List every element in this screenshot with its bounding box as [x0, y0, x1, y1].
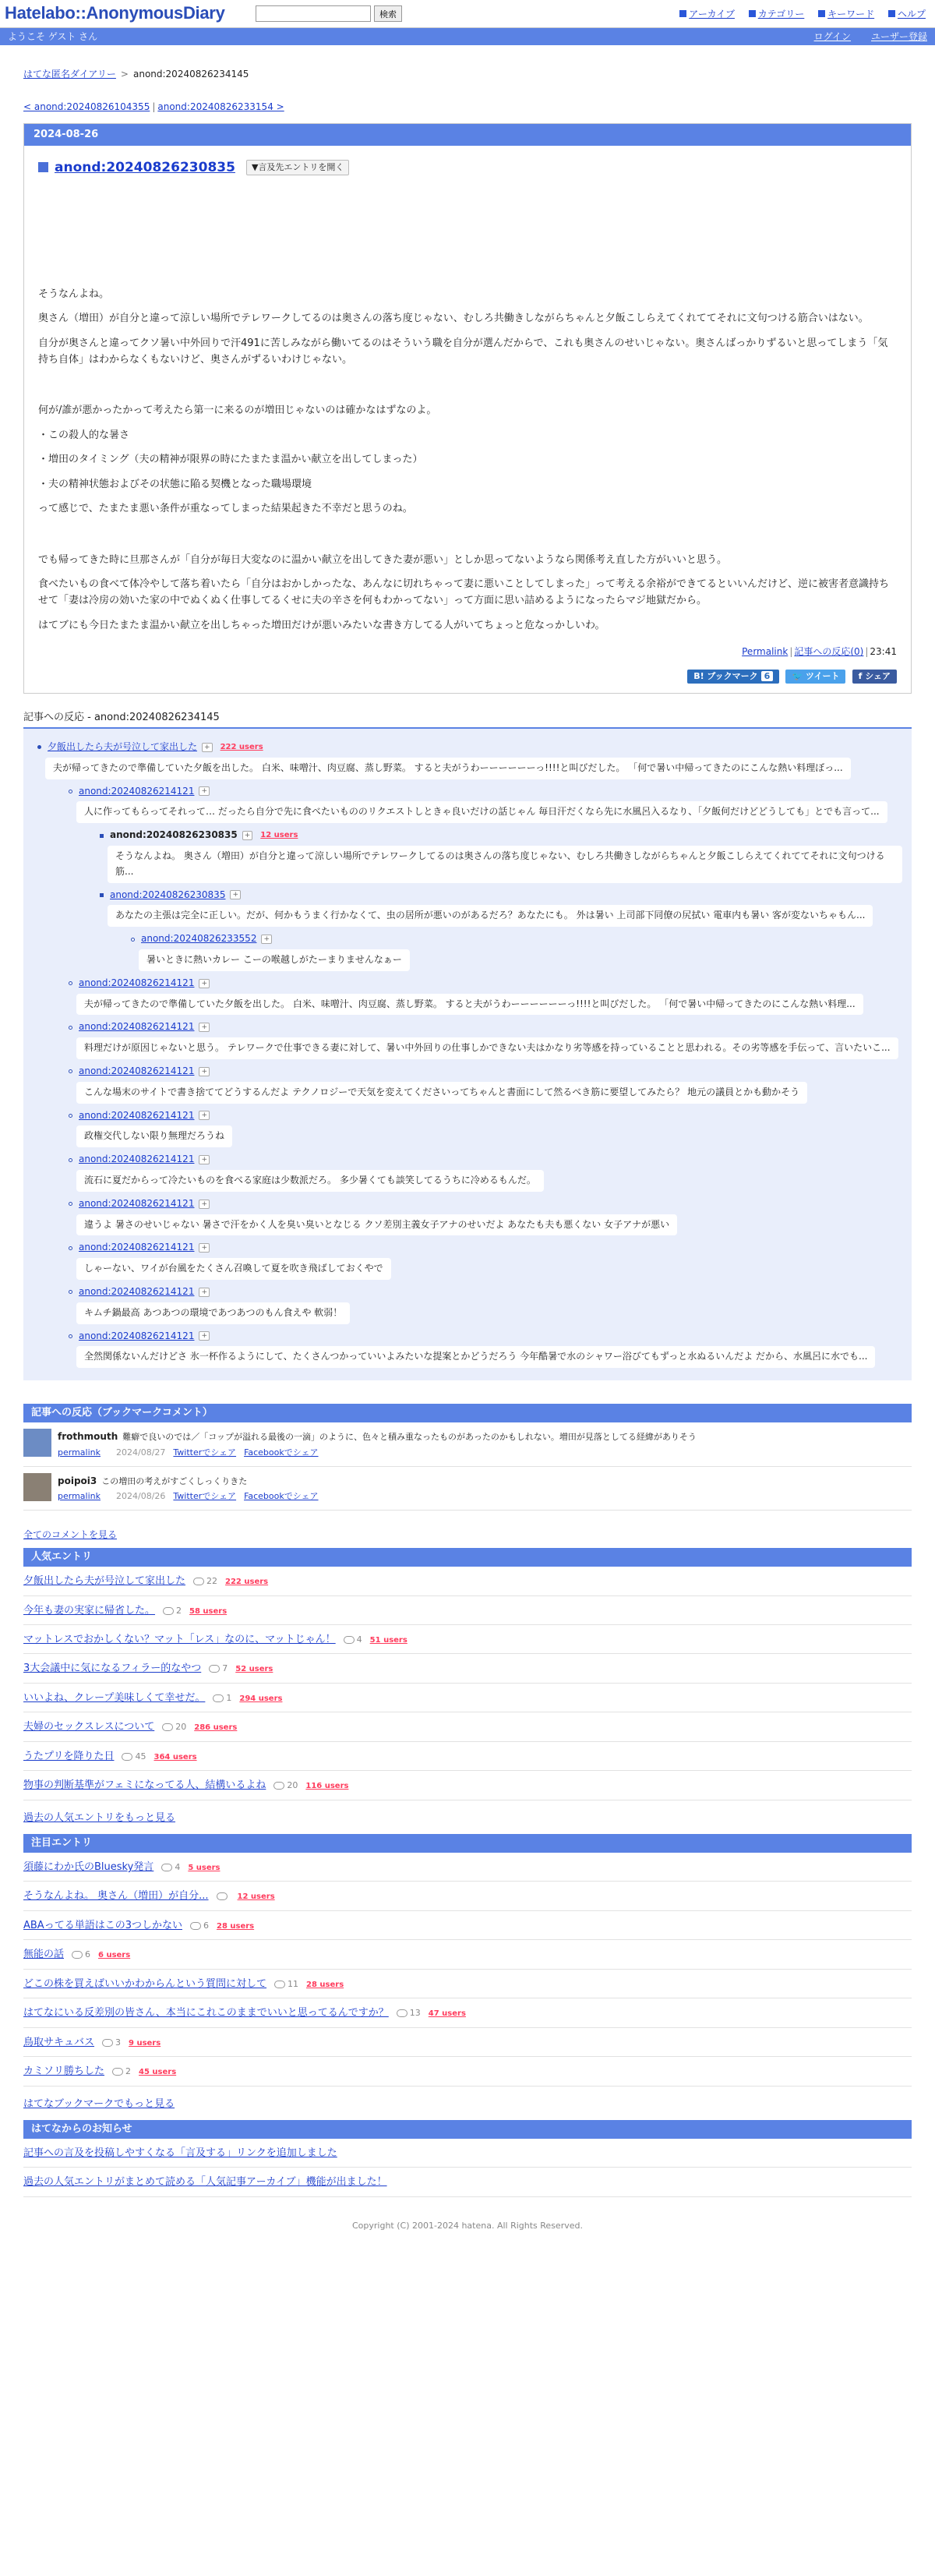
comment-count-value: 3: [115, 2037, 122, 2048]
reaction-title-link[interactable]: anond:20240826214121: [79, 1197, 195, 1209]
reaction-excerpt: こんな場末のサイトで書き捨ててどうするんだよ テクノロジーで天気を変えてくださいってちゃんと書面にして然るべき筋に要望してみたら？ 地元の議員とかも動かそう: [76, 1082, 807, 1104]
popular-entries-heading: 人気エントリ: [23, 1548, 912, 1567]
reaction-node-header: [37, 740, 902, 755]
bookmark-comment: [23, 1467, 912, 1511]
reaction-title-link[interactable]: anond:20240826214121: [79, 1065, 195, 1076]
reaction-title-link[interactable]: anond:20240826214121: [79, 1285, 195, 1297]
site-logo[interactable]: Hatelabo::AnonymousDiary: [5, 3, 225, 23]
entry-title-link[interactable]: 3大会議中に気になるフィラー的なやつ: [23, 1663, 202, 1675]
reaction-node: [100, 888, 902, 928]
reaction-title-link[interactable]: anond:20240826233552: [141, 933, 257, 945]
breadcrumb-current: anond:20240826234145: [132, 69, 249, 80]
entry-title-link[interactable]: どこの株を買えばいいかわからんという質問に対して: [23, 1977, 267, 1990]
reaction-title: anond:20240826230835: [110, 829, 238, 841]
entry-item: [23, 1882, 912, 1910]
reaction-node: [69, 1108, 902, 1148]
bullet-icon: [69, 1246, 72, 1250]
notice-item: [23, 2139, 912, 2168]
reaction-node: [100, 828, 902, 882]
entry-title-link[interactable]: ABAってる単語はこの3つしかない: [23, 1919, 182, 1931]
reaction-node: [69, 1329, 902, 1369]
reaction-node-header: [69, 1284, 902, 1300]
bullet-icon: [100, 834, 104, 838]
post-time: 23:41: [870, 646, 897, 658]
entry-item: [23, 1940, 912, 1969]
nav-square-icon: [888, 10, 895, 17]
comment-bubble-icon: [217, 1892, 228, 1900]
open-referenced-entry-button[interactable]: ▼言及先エントリを開く: [246, 160, 349, 175]
comment-count-value: 45: [135, 1751, 146, 1762]
comment-count: [163, 1606, 182, 1616]
reaction-excerpt: 料理だけが原因じゃないと思う。 テレワークで仕事できる妻に対して、暑い中外回りの仕事しかできない夫はかなり劣等感を持っていることと思われる。その劣等感を手伝って、言いたいこ...: [76, 1037, 898, 1059]
bookmark-count: 6: [761, 671, 774, 681]
login-link[interactable]: ログイン: [813, 31, 851, 42]
comment-bubble-icon: [344, 1636, 355, 1644]
expand-icon[interactable]: +: [199, 1023, 210, 1032]
body-paragraph: ・夫の精神状態およびその状態に陥る契機となった職場環境: [38, 478, 312, 490]
bookmark-permalink[interactable]: permalink: [58, 1447, 101, 1458]
share-facebook-link[interactable]: Facebookでシェア: [244, 1491, 319, 1502]
entry-title-link[interactable]: 夫婦のセックスレスについて: [23, 1721, 155, 1733]
global-header: [0, 0, 935, 28]
comment-count: [274, 1979, 298, 1989]
comment-count: [193, 1576, 217, 1586]
search-button[interactable]: 検索: [374, 5, 402, 22]
reaction-node: [69, 976, 902, 1016]
comment-bubble-icon: [122, 1753, 132, 1761]
comment-count: [217, 1891, 230, 1901]
popular-more-link[interactable]: 過去の人気エントリをもっと見る: [23, 1811, 176, 1824]
user-bar: [0, 28, 935, 45]
comment-bubble-icon: [163, 1607, 174, 1615]
pager: [23, 100, 912, 115]
hatena-bookmark-button[interactable]: B! ブックマーク 6: [687, 670, 779, 684]
comment-count: [112, 2066, 131, 2076]
popular-entries: [23, 1567, 912, 1800]
entry-item: [23, 1712, 912, 1741]
reaction-excerpt: 人に作ってもらってそれって… だったら自分で先に食べたいもののリクエストしときゃ良いだけの話じゃん 毎日汗だくなら先に水風呂入るなり、「夕飯何だけどどうしても」とでも言って...: [76, 801, 887, 823]
expand-icon[interactable]: +: [242, 831, 253, 840]
body-paragraph: 何が/誰が悪かったかって考えたら第一に来るのが増田じゃないのは確かなはずなのよ。: [38, 405, 437, 417]
body-paragraph: はてブにも今日たまたま温かい献立を出しちゃった増田だけが悪いみたいな書き方してる人がいてちょっと危なっかしいわ。: [38, 619, 605, 631]
entry-item: [23, 1911, 912, 1940]
entry-title-link[interactable]: カミソリ勝ちした: [23, 2065, 105, 2078]
body-paragraph: って感じで、たまたま悪い条件が重なってしまった結果起きた不幸だと思うのね。: [38, 503, 413, 515]
bullet-icon: [69, 1290, 72, 1294]
entry-item: [23, 1742, 912, 1771]
entry-item: [23, 1654, 912, 1683]
comment-count: [72, 1949, 90, 1959]
expand-icon[interactable]: +: [199, 979, 210, 988]
reaction-excerpt: キムチ鍋最高 あつあつの環境であつあつのもん食えや 軟弱！: [76, 1302, 350, 1324]
comment-count-value: 2: [176, 1605, 182, 1616]
tweet-button[interactable]: 🐦 ツイート: [785, 670, 845, 684]
comment-bubble-icon: [209, 1665, 220, 1673]
bullet-icon: [37, 745, 41, 749]
section-title-link[interactable]: anond:20240826230835: [55, 159, 235, 175]
share-twitter-link[interactable]: Twitterでシェア: [173, 1447, 237, 1458]
welcome-text: ようこそ ゲスト さん: [8, 31, 98, 42]
bullet-icon: [69, 981, 72, 985]
reaction-node-header: [69, 1196, 902, 1212]
bullet-icon: [69, 1069, 72, 1073]
expand-icon[interactable]: +: [199, 1288, 210, 1297]
bullet-icon: [69, 1026, 72, 1030]
expand-icon[interactable]: +: [199, 786, 210, 796]
reaction-node-header: [69, 784, 902, 800]
reaction-node: [69, 1064, 902, 1104]
comment-count-value: 11: [288, 1978, 299, 1989]
expand-icon[interactable]: +: [199, 1067, 210, 1076]
bookmark-users-badge[interactable]: 45 users: [139, 2068, 177, 2077]
bookmark-user[interactable]: frothmouth: [58, 1431, 118, 1443]
entry-item: [23, 1596, 912, 1625]
diary-day: [23, 123, 912, 694]
notice-heading: はてなからのお知らせ: [23, 2120, 912, 2139]
bookmark-users-badge[interactable]: 12 users: [237, 1892, 275, 1902]
comment-count: [102, 2037, 121, 2048]
body-paragraph: 自分が奥さんと違ってクソ暑い中外回りで汗491に苦しみながら働いてるのはそういう職を自分が選んだからで、これも奥さんのせいじゃない。奥さんばっかりずるいと思ってしまう「気持ち自体」はわからなくもないけど、奥さんがずるいわけじゃない。: [38, 337, 888, 366]
reaction-title-link[interactable]: anond:20240826214121: [79, 785, 195, 797]
comment-bubble-icon: [112, 2068, 123, 2076]
comment-count-value: 6: [203, 1920, 209, 1931]
bookmark-comment: [23, 1422, 912, 1467]
body-paragraph: でも帰ってきた時に旦那さんが「自分が毎日大変なのに温かい献立を出してきた妻が悪い」としか思ってないようなら関係考え直した方がいいと思う。: [38, 553, 728, 566]
register-link[interactable]: ユーザー登録: [870, 31, 927, 42]
body-paragraph: ・この殺人的な暑さ: [38, 429, 130, 441]
search-form: [256, 5, 402, 22]
bullet-icon: [69, 1334, 72, 1338]
bullet-icon: [69, 790, 72, 793]
reaction-node-header: [69, 1019, 902, 1035]
reaction-node: [69, 784, 902, 824]
next-entry-link[interactable]: anond:20240826233154 >: [157, 101, 284, 112]
entry-item: [23, 1998, 912, 2027]
reaction-node-header: [69, 1064, 902, 1080]
expand-icon[interactable]: +: [199, 1331, 210, 1341]
pager-sep: |: [152, 101, 156, 112]
bookmark-users-badge[interactable]: 5 users: [188, 1864, 221, 1872]
entry-title-link[interactable]: 鳥取サキュバス: [23, 2036, 95, 2048]
bookmark-users-badge[interactable]: 51 users: [369, 1635, 408, 1645]
facebook-share-button[interactable]: f シェア: [852, 670, 897, 684]
bullet-icon: [100, 893, 104, 897]
entry-title-link[interactable]: 無能の話: [23, 1949, 65, 1961]
bullet-icon: [69, 1114, 72, 1118]
comment-count-value: 6: [85, 1949, 91, 1960]
expand-icon[interactable]: +: [199, 1155, 210, 1164]
reaction-node-header: [100, 828, 902, 843]
comment-count: [190, 1921, 209, 1931]
reaction-title-link[interactable]: anond:20240826214121: [79, 1330, 195, 1341]
bookmark-comment-text: 難癖で良いのでは／「コップが溢れる最後の一滴」のように、色々と積み重なったものがあったのかもしれない。増田が見落としてる経緯がありそう: [122, 1432, 697, 1443]
nav-archive[interactable]: アーカイブ: [689, 9, 735, 19]
entry-title-link[interactable]: 今年も妻の実家に帰省した。: [23, 1604, 156, 1617]
reaction-node-header: [69, 1240, 902, 1256]
comment-count-value: 20: [287, 1780, 298, 1791]
avatar[interactable]: [23, 1429, 51, 1457]
nav-square-icon: [818, 10, 825, 17]
reaction-title-link[interactable]: anond:20240826214121: [79, 1154, 195, 1165]
comment-count: [161, 1862, 180, 1872]
comment-count-value: 13: [409, 2008, 421, 2019]
expand-icon[interactable]: +: [199, 1200, 210, 1209]
reaction-excerpt: そうなんよね。 奥さん（増田）が自分と違って涼しい場所でテレワークしてるのは奥さんの落ち度じゃない、むしろ共働きしながらちゃんと夕飯こしらえてくれててそれに文句つける筋...: [108, 846, 902, 883]
reaction-excerpt: 政権交代しない限り無理だろうね: [76, 1125, 232, 1147]
reaction-title-link[interactable]: anond:20240826214121: [79, 1109, 195, 1121]
entry-title-link[interactable]: うたプリを降りた日: [23, 1750, 115, 1762]
main-content: [23, 45, 912, 2238]
reaction-excerpt: 流石に夏だからって冷たいものを食べる家庭は少数派だろ。 多少暑くても談笑してるうちに冷めるもんだ。: [76, 1170, 544, 1192]
comment-count-value: 4: [356, 1634, 362, 1645]
bookmark-date: 2024/08/27: [116, 1447, 166, 1458]
reaction-node-header: [131, 931, 902, 947]
reaction-title-link[interactable]: anond:20240826230835: [110, 889, 226, 900]
featured-more-link[interactable]: はてなブックマークでもっと見る: [23, 2097, 175, 2110]
reaction-node: [69, 1019, 902, 1059]
prev-entry-link[interactable]: < anond:20240826104355: [23, 101, 150, 112]
footer-copyright: Copyright (C) 2001-2024 hatena. All Rights Reserved.: [352, 2220, 583, 2231]
nav-square-icon: [679, 10, 686, 17]
entry-title-link[interactable]: はてなにいる反差別の皆さん、本当にこれこのままでいいと思ってるんですか？: [23, 2007, 389, 2019]
reaction-node-header: [100, 888, 902, 903]
bookmark-users-badge[interactable]: 28 users: [306, 1980, 344, 1989]
reaction-node: [69, 1284, 902, 1324]
comment-bubble-icon: [162, 1723, 173, 1731]
reaction-excerpt: あなたの主張は完全に正しい。だが、何かもうまく行かなくて、虫の居所が悪いのがあるだろ？あなたにも。 外は暑い 上司部下同僚の尻拭い 電車内も暑い 客が変ないちゃもん...: [108, 905, 873, 927]
notice-link[interactable]: 過去の人気エントリがまとめて読める「人気記事アーカイブ」機能が出ました！: [23, 2176, 387, 2189]
reaction-tree: [23, 727, 912, 1380]
twitter-icon: 🐦: [792, 670, 806, 681]
global-nav: [669, 7, 926, 23]
entry-title-link[interactable]: 須藤にわか氏のBluesky発言: [23, 1861, 154, 1873]
bookmark-users-badge[interactable]: 6 users: [98, 1951, 131, 1960]
reaction-excerpt: 夫が帰ってきたので準備していた夕飯を出した。 白米、味噌汁、肉豆腐、蒸し野菜。 すると夫がうわーーーーーーっ!!!!と叫びだした。 「何で暑い中帰ってきたのにこんな熱い料理ぼっ...: [45, 758, 851, 779]
entry-title-link[interactable]: いいよね、クレープ美味しくて幸せだ。: [23, 1691, 206, 1704]
comment-bubble-icon: [274, 1981, 285, 1988]
entry-item: [23, 2057, 912, 2086]
reaction-node: [69, 1240, 902, 1280]
comment-bubble-icon: [213, 1694, 224, 1702]
bookmark-users-badge[interactable]: 52 users: [235, 1665, 273, 1674]
reaction-excerpt: しゃーない、ワイが台風をたくさん召喚して夏を吹き飛ばしておくやで: [76, 1258, 391, 1280]
reaction-node: [131, 931, 902, 971]
comment-count-value: 22: [206, 1576, 218, 1587]
reaction-node: [69, 1152, 902, 1192]
comment-count-value: 1: [226, 1692, 232, 1703]
diary-section: [24, 146, 911, 693]
comment-count-value: 2: [125, 2066, 132, 2077]
reaction-title-link[interactable]: anond:20240826214121: [79, 1242, 195, 1253]
entry-item: [23, 1684, 912, 1712]
nav-square-icon: [749, 10, 756, 17]
breadcrumb-root[interactable]: はてな匿名ダイアリー: [23, 69, 116, 80]
comment-bubble-icon: [161, 1864, 172, 1871]
bookmark-users-badge[interactable]: 294 users: [239, 1694, 283, 1703]
comment-count: [344, 1634, 362, 1645]
bookmark-permalink[interactable]: permalink: [58, 1491, 101, 1502]
facebook-icon: f: [858, 670, 866, 681]
comment-count-value: 7: [222, 1663, 228, 1674]
bookmark-users-badge[interactable]: 222 users: [220, 742, 263, 751]
comment-count: [213, 1693, 231, 1703]
entry-title-link[interactable]: そうなんよね。 奥さん（増田）が自分...: [23, 1890, 209, 1903]
comment-count: [122, 1751, 146, 1762]
section-square-icon: [38, 162, 48, 172]
reaction-title-link[interactable]: anond:20240826214121: [79, 977, 195, 988]
bookmark-users-badge[interactable]: 47 users: [428, 2009, 466, 2019]
comment-bubble-icon: [102, 2039, 113, 2047]
reaction-title-link[interactable]: anond:20240826214121: [79, 1021, 195, 1033]
entry-item: [23, 1625, 912, 1654]
entry-item: [23, 1771, 912, 1800]
embed-space: [38, 186, 897, 286]
expand-icon[interactable]: +: [202, 743, 213, 752]
notice-link[interactable]: 記事への言及を投稿しやすくなる「言及する」リンクを追加しました: [23, 2147, 337, 2159]
bookmark-comment-text: この増田の考えがすごくしっくりきた: [101, 1475, 248, 1486]
expand-icon[interactable]: +: [261, 935, 272, 944]
comment-bubble-icon: [72, 1951, 83, 1959]
reaction-excerpt: 暑いときに熱いカレー こーの喉越しがたーまりませんなぁー: [139, 949, 410, 971]
bookmark-user[interactable]: poipoi3: [58, 1475, 97, 1486]
breadcrumb: [23, 67, 912, 83]
comment-count-value: 20: [175, 1722, 187, 1733]
bookmark-users-badge[interactable]: 12 users: [260, 830, 298, 839]
share-facebook-link[interactable]: Facebookでシェア: [244, 1447, 319, 1458]
day-date: 2024-08-26: [24, 124, 911, 146]
bookmark-users-badge[interactable]: 364 users: [153, 1752, 197, 1762]
comment-bubble-icon: [190, 1922, 201, 1930]
reaction-node-header: [69, 976, 902, 991]
bookmark-users-badge[interactable]: 286 users: [194, 1723, 238, 1733]
reaction-node-header: [69, 1329, 902, 1345]
entry-item: [23, 1970, 912, 1998]
entry-item: [23, 1853, 912, 1882]
bullet-icon: [131, 938, 135, 942]
bookmark-comments-heading: 記事への反応（ブックマークコメント）: [23, 1404, 912, 1422]
reaction-excerpt: 違うよ 暑さのせいじゃない 暑さで汗をかく人を臭い臭いとなじる クソ差別主義女子アナのせいだよ あなたも夫も悪くない 女子アナが悪い: [76, 1214, 677, 1236]
entry-title-link[interactable]: 物事の判断基準がフェミになってる人、結構いるよね: [23, 1779, 266, 1792]
entry-title-link[interactable]: 夕飯出したら夫が号泣して家出した: [23, 1575, 186, 1588]
entry-item: [23, 1567, 912, 1595]
featured-entries: [23, 1853, 912, 2087]
expand-icon[interactable]: +: [199, 1243, 210, 1253]
featured-entries-heading: 注目エントリ: [23, 1834, 912, 1853]
body-paragraph: 奥さん（増田）が自分と違って涼しい場所でテレワークしてるのは奥さんの落ち度じゃない、むしろ共働きしながらちゃんと夕飯こしらえてくれててそれに文句つける筋合いはない。: [38, 313, 869, 325]
reaction-title-link[interactable]: 夕飯出したら夫が号泣して家出した: [48, 741, 198, 752]
share-buttons: [38, 668, 897, 684]
expand-icon[interactable]: +: [230, 890, 241, 899]
reactions-heading: 記事への反応 - anond:20240826234145: [23, 711, 220, 723]
bookmark-users-badge[interactable]: 116 users: [305, 1782, 349, 1791]
expand-icon[interactable]: +: [199, 1111, 210, 1120]
reaction-excerpt: 夫が帰ってきたので準備していた夕飯を出した。 白米、味噌汁、肉豆腐、蒸し野菜。 すると夫がうわーーーーーーっ!!!!と叫びだした。 「何で暑い中帰ってきたのにこんな熱い料理...: [76, 994, 863, 1016]
bookmark-users-badge[interactable]: 28 users: [216, 1921, 255, 1931]
nav-help[interactable]: ヘルプ: [897, 9, 926, 19]
share-twitter-link[interactable]: Twitterでシェア: [173, 1491, 237, 1502]
nav-keyword[interactable]: キーワード: [827, 9, 875, 19]
bookmark-users-badge[interactable]: 9 users: [129, 2038, 161, 2048]
nav-category[interactable]: カテゴリー: [757, 9, 805, 19]
comment-bubble-icon: [397, 2009, 408, 2017]
notice-item: [23, 2168, 912, 2196]
body-paragraph: 食べたいもの食べて体冷やして落ち着いたら「自分はおかしかったな、あんなに切れちゃって妻に悪いことしてしまった」って考える余裕ができてるといいんだけど、逆に被害者意識持ちせて「妻は冷房の効いた家の中でぬくぬく仕事してるくせに夫の辛さを何もわかってない」って方面に思い詰めるようになったらマジ地獄だから。: [38, 578, 890, 607]
comment-count: [162, 1722, 186, 1732]
search-input[interactable]: [256, 5, 371, 22]
reaction-excerpt: 全然関係ないんだけどさ 氷一杯作るようにして、たくさんつかっていいよみたいな提案とかどうだろう 今年酷暑で水のシャワー浴びてもずっと水ぬるいんだよ だから、水風呂に水でも...: [76, 1346, 875, 1368]
bullet-icon: [69, 1202, 72, 1206]
entry-item: [23, 2028, 912, 2057]
bookmark-users-badge[interactable]: 58 users: [189, 1606, 228, 1616]
section-footer: Permalink | 記事への反応(0) | 23:41: [742, 646, 897, 658]
reaction-node: [69, 1196, 902, 1236]
comment-count-value: 4: [175, 1862, 181, 1872]
reaction-node-header: [69, 1108, 902, 1124]
body-paragraph: ・増田のタイミング（夫の精神が限界の時にたまたま温かい献立を出してしまった）: [38, 454, 423, 466]
comment-bubble-icon: [273, 1782, 284, 1790]
bookmark-date: 2024/08/26: [116, 1491, 166, 1502]
reaction-node: [37, 740, 902, 779]
all-comments-link[interactable]: 全てのコメントを見る: [23, 1529, 118, 1541]
comment-count: [397, 2008, 421, 2018]
comment-count: [209, 1663, 228, 1673]
section-title: [38, 157, 897, 178]
body-paragraph: そうなんよね。: [38, 288, 110, 300]
reaction-node-header: [69, 1152, 902, 1168]
comment-bubble-icon: [193, 1578, 204, 1585]
permalink-link[interactable]: Permalink: [742, 646, 789, 658]
comment-count: [273, 1780, 298, 1790]
reaction-link[interactable]: 記事への反応(0): [794, 646, 864, 658]
entry-title-link[interactable]: マットレスでおかしくない？マット「レス」なのに、マットじゃん！: [23, 1633, 336, 1645]
bullet-icon: [69, 1158, 72, 1162]
bookmark-users-badge[interactable]: 222 users: [225, 1578, 269, 1587]
breadcrumb-sep: >: [120, 69, 129, 80]
avatar[interactable]: [23, 1473, 51, 1501]
